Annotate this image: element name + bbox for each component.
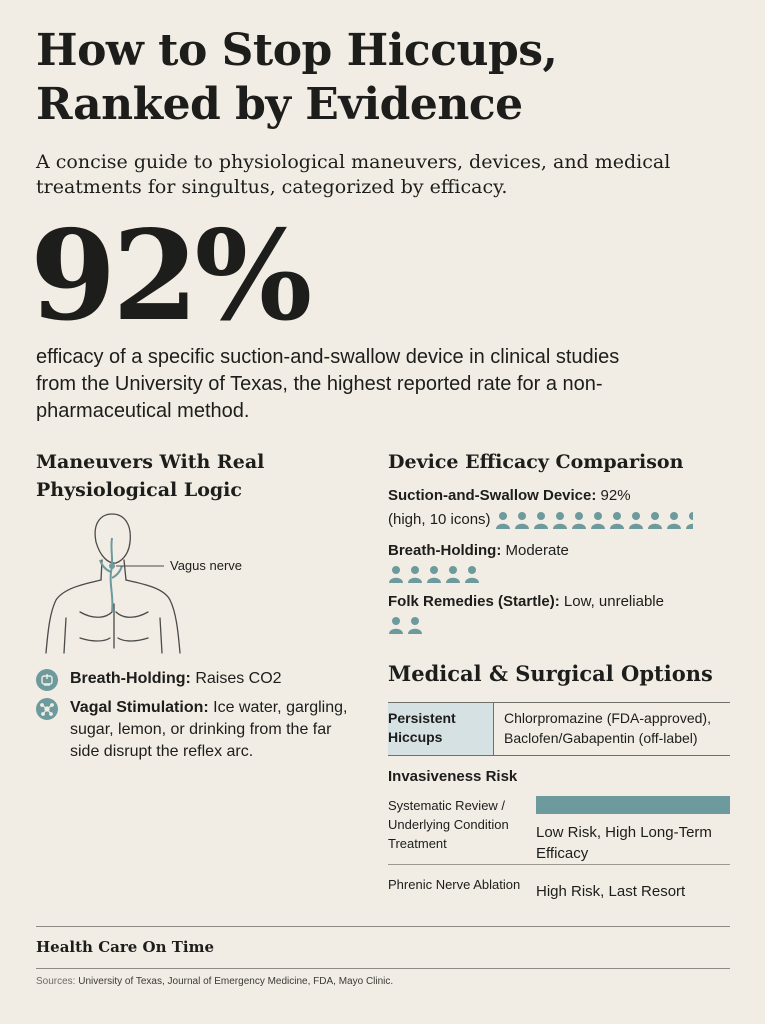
maneuver-breath-holding bbox=[70, 668, 282, 690]
device-value: Moderate bbox=[505, 542, 569, 559]
risk-row bbox=[388, 792, 730, 865]
risk-label: Systematic Review / Underlying Condition Treatment bbox=[388, 798, 509, 851]
list-item bbox=[36, 668, 356, 691]
people-icon-row bbox=[388, 616, 748, 634]
device-value: 92% bbox=[600, 487, 631, 504]
device-breath-holding bbox=[388, 541, 748, 583]
human-torso-figure bbox=[40, 508, 340, 658]
person-icon bbox=[388, 565, 404, 583]
risk-title: Invasiveness Risk bbox=[388, 768, 518, 785]
sources-text: University of Texas, Journal of Emergency Medicine, FDA, Mayo Clinic. bbox=[78, 976, 394, 987]
maneuvers-list bbox=[36, 668, 356, 769]
list-item bbox=[36, 697, 356, 763]
person-icon bbox=[628, 511, 644, 529]
device-folk-remedies bbox=[388, 592, 748, 634]
risk-label: Phrenic Nerve Ablation bbox=[388, 877, 521, 892]
device-line bbox=[388, 486, 748, 506]
device-line bbox=[388, 592, 748, 612]
device-name: Folk Remedies (Startle): bbox=[388, 593, 560, 610]
device-line bbox=[388, 510, 748, 530]
person-icon bbox=[495, 511, 511, 529]
device-name: Breath-Holding: bbox=[388, 542, 502, 559]
maneuver-vagal-stimulation bbox=[70, 697, 356, 763]
person-icon bbox=[514, 511, 530, 529]
person-icon bbox=[666, 511, 682, 529]
maneuver-name: Vagal Stimulation: bbox=[70, 699, 209, 716]
divider bbox=[36, 926, 730, 927]
maneuver-text: Ice water, gargling, sugar, lemon, or drinking from the far side disrupt the reflex arc. bbox=[70, 699, 348, 760]
sources bbox=[36, 976, 393, 987]
person-icon bbox=[426, 565, 442, 583]
person-icon bbox=[685, 511, 701, 529]
person-icon bbox=[571, 511, 587, 529]
person-icon bbox=[445, 565, 461, 583]
person-icon bbox=[552, 511, 568, 529]
person-icon bbox=[464, 565, 480, 583]
person-icon bbox=[590, 511, 606, 529]
people-icon-row bbox=[495, 511, 701, 529]
divider bbox=[36, 968, 730, 969]
table-value: Chlorpromazine (FDA-approved), Baclofen/Gabapentin (off-label) bbox=[504, 710, 711, 746]
risk-value: High Risk, Last Resort bbox=[536, 883, 686, 900]
risk-value: Low Risk, High Long-Term Efficacy bbox=[536, 824, 712, 862]
risk-bar bbox=[536, 796, 730, 814]
maneuver-name: Breath-Holding: bbox=[70, 670, 191, 687]
page-title bbox=[36, 24, 736, 132]
maneuvers-heading: Maneuvers With Real Physiological Logic bbox=[36, 451, 265, 501]
risk-grid bbox=[388, 792, 730, 902]
maneuver-text: Raises CO2 bbox=[195, 670, 282, 687]
device-line bbox=[388, 541, 748, 561]
device-value: Low, unreliable bbox=[563, 593, 664, 610]
sources-label: Sources: bbox=[36, 976, 76, 987]
subtitle: A concise guide to physiological maneuvers, devices, and medical treatments for singultus, categorized by efficacy. bbox=[36, 151, 671, 198]
person-icon bbox=[388, 616, 404, 634]
vagus-nerve-label: Vagus nerve bbox=[170, 558, 243, 573]
persistent-hiccups-table bbox=[388, 702, 730, 756]
headline-description: efficacy of a specific suction-and-swallow device in clinical studies from the University of Texas, the highest reported rate for a non-pharmaceutical method. bbox=[36, 346, 620, 422]
person-icon bbox=[407, 565, 423, 583]
risk-value-cell bbox=[536, 792, 730, 864]
person-icon bbox=[647, 511, 663, 529]
devices-heading: Device Efficacy Comparison bbox=[388, 451, 684, 473]
people-icon-row bbox=[388, 565, 748, 583]
device-name: Suction-and-Swallow Device: bbox=[388, 487, 597, 504]
person-icon bbox=[533, 511, 549, 529]
headline-stat: 92% bbox=[30, 204, 309, 349]
title-line-1: How to Stop Hiccups, bbox=[36, 25, 558, 76]
title-line-2: Ranked by Evidence bbox=[36, 79, 523, 130]
nerve-icon bbox=[36, 698, 58, 720]
medical-heading: Medical & Surgical Options bbox=[388, 661, 713, 686]
footer-brand: Health Care On Time bbox=[36, 938, 214, 956]
lungs-icon bbox=[36, 669, 58, 691]
table-label: Persistent Hiccups bbox=[388, 703, 494, 755]
risk-row bbox=[388, 865, 730, 902]
person-icon bbox=[407, 616, 423, 634]
device-suction-swallow bbox=[388, 486, 748, 530]
device-note: (high, 10 icons) bbox=[388, 511, 491, 528]
person-icon bbox=[609, 511, 625, 529]
